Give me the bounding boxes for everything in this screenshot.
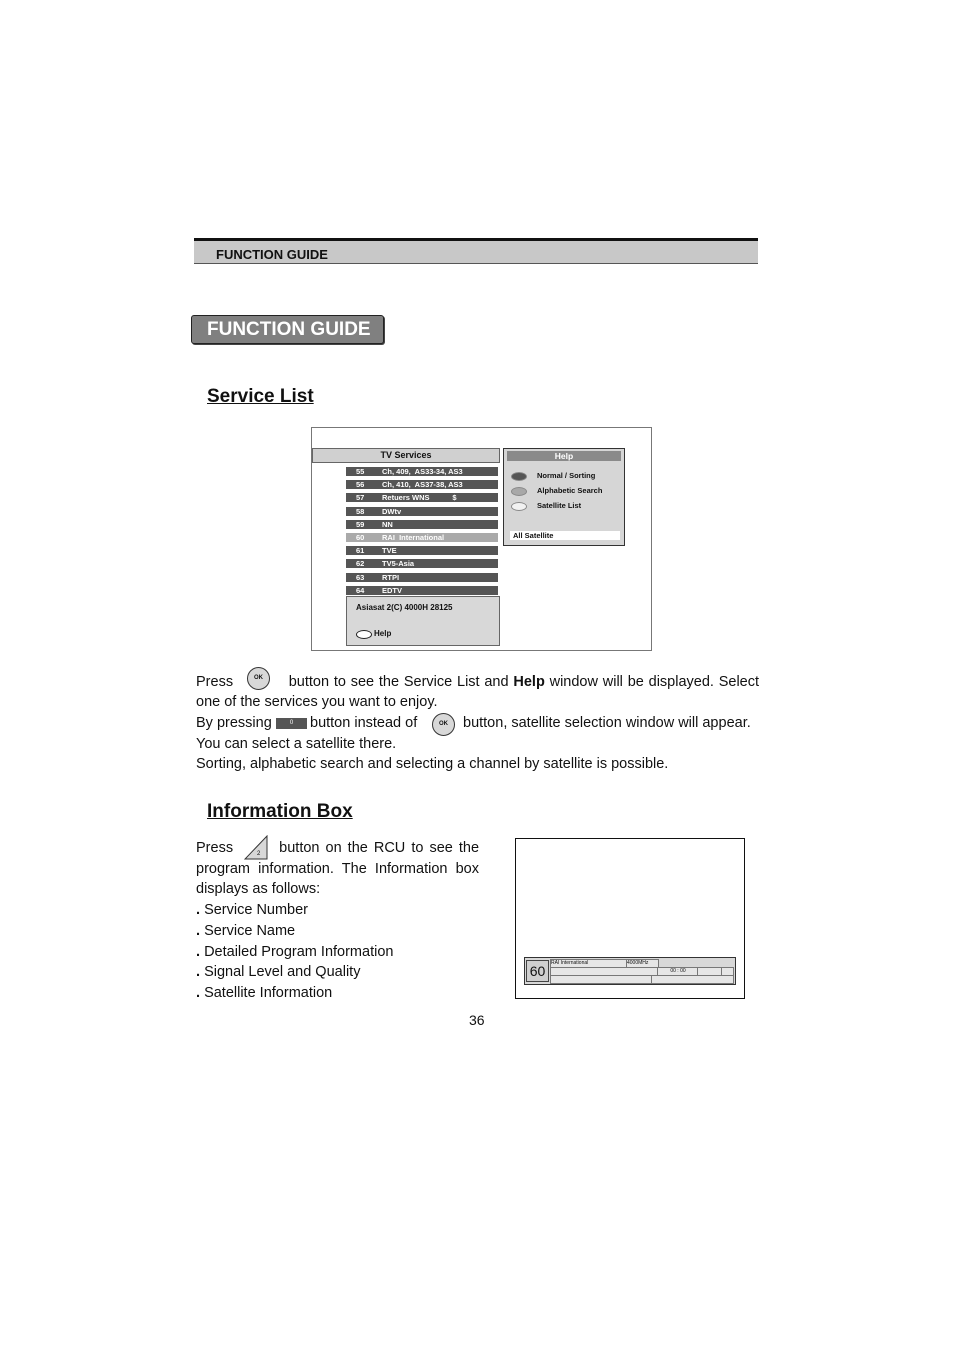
- channel-row[interactable]: [346, 493, 498, 502]
- text-rcu: button on the RCU to see the: [279, 840, 480, 856]
- help-color-oval-icon: [511, 472, 527, 481]
- bullet-text: Signal Level and Quality: [204, 964, 361, 981]
- channel-name: TVE: [382, 546, 397, 556]
- help-color-oval-icon: [511, 502, 527, 511]
- header-title: FUNCTION GUIDE: [216, 247, 328, 262]
- bullet-item: [196, 942, 393, 963]
- all-satellite-label: All Satellite: [510, 531, 620, 540]
- channel-name: Ch, 410, AS37-38, AS3: [382, 480, 463, 490]
- channel-row[interactable]: [346, 520, 498, 529]
- text-help-bold: Help: [513, 674, 545, 690]
- help-item-label: Normal / Sorting: [537, 471, 596, 480]
- ok-button-icon-2: OK: [432, 713, 455, 736]
- channel-name: RAI International: [382, 533, 445, 542]
- channel-number: 55: [356, 467, 365, 476]
- para1-line1: [196, 672, 759, 693]
- bullet-text: Detailed Program Information: [204, 943, 394, 960]
- detail-cell: [651, 975, 734, 984]
- text-rest-b: window will be displayed. Select: [549, 674, 760, 690]
- text-satellite-window: button, satellite selection window will appear.: [463, 715, 751, 731]
- time-display: 00 : 00: [657, 967, 699, 976]
- channel-row[interactable]: [346, 586, 498, 595]
- text-rest-a: button to see the Service List and: [288, 674, 509, 690]
- satellite-cell: [550, 975, 653, 984]
- channel-number: 56: [356, 480, 365, 490]
- channel-number: 61: [356, 546, 365, 556]
- zero-button-icon: 0: [276, 718, 307, 729]
- satellite-info: Asiasat 2(C) 4000H 28125: [356, 603, 453, 612]
- channel-number: 62: [356, 559, 365, 569]
- bullet-item: [196, 900, 308, 921]
- service-name: RAI International: [550, 959, 628, 968]
- tv-services-header: TV Services: [312, 448, 500, 463]
- bullet-dot: .: [196, 985, 205, 1002]
- bullet-item: [196, 921, 295, 942]
- satellite-info-panel: [346, 596, 500, 646]
- help-window-title: Help: [507, 451, 621, 461]
- channel-number: 60: [356, 533, 365, 542]
- bullet-dot: .: [196, 964, 205, 981]
- help-oval-icon: [356, 630, 372, 639]
- service-list-heading: Service List: [207, 386, 314, 407]
- channel-name: Retuers WNS $: [382, 493, 457, 503]
- channel-number: 58: [356, 506, 365, 516]
- bullet-text: Satellite Information: [204, 985, 333, 1002]
- channel-name: EDTV: [382, 585, 403, 595]
- channel-row[interactable]: [346, 573, 498, 582]
- channel-row[interactable]: [346, 467, 498, 476]
- info-button-label: 2: [257, 851, 261, 857]
- help-item-label: Alphabetic Search: [537, 486, 603, 495]
- bullet-text: Service Number: [204, 902, 309, 918]
- text-press-2: Press: [196, 840, 234, 856]
- para2-line2: You can select a satellite there.: [196, 736, 397, 752]
- channel-row[interactable]: [346, 533, 498, 542]
- service-list-screen: [311, 427, 652, 651]
- bullet-dot: .: [196, 943, 205, 960]
- channel-name: NN: [382, 519, 393, 529]
- para1-line2: one of the services you want to enjoy.: [196, 694, 438, 710]
- help-color-oval-icon: [511, 487, 527, 496]
- bullet-text: Service Name: [204, 922, 296, 939]
- bullet-dot: .: [196, 902, 205, 918]
- channel-name: RTPI: [382, 572, 400, 582]
- ib-line1: [196, 838, 479, 859]
- text-by-pressing: By pressing: [196, 715, 272, 731]
- info-button-icon: [244, 835, 268, 860]
- help-label: Help: [374, 629, 392, 638]
- channel-row[interactable]: [346, 546, 498, 555]
- ok-button-icon: OK: [247, 667, 270, 690]
- channel-row[interactable]: [346, 507, 498, 516]
- text-instead-of: button instead of: [310, 715, 418, 731]
- service-freq: 4000MHz: [626, 959, 659, 968]
- channel-number: 63: [356, 572, 365, 582]
- channel-row[interactable]: [346, 559, 498, 568]
- help-item-label: Satellite List: [537, 501, 582, 510]
- channel-number: 64: [356, 585, 365, 595]
- page-title-badge: FUNCTION GUIDE: [191, 315, 384, 344]
- info-bar: [524, 957, 736, 985]
- bullet-item: [196, 983, 332, 1004]
- channel-number: 59: [356, 519, 365, 529]
- channel-name: Ch, 409, AS33-34, AS3: [382, 467, 463, 476]
- bullet-dot: .: [196, 922, 205, 939]
- channel-name: DWtv: [382, 506, 402, 516]
- bullet-item: [196, 962, 360, 983]
- ib-line3: displays as follows:: [196, 881, 321, 897]
- page-number: 36: [469, 1012, 485, 1028]
- ib-line2: program information. The Information box: [196, 861, 479, 877]
- information-box-heading: Information Box: [207, 801, 353, 822]
- service-number: 60: [526, 960, 549, 982]
- channel-number: 57: [356, 493, 365, 503]
- para3: Sorting, alphabetic search and selecting a channel by satellite is possible.: [196, 756, 669, 772]
- channel-row[interactable]: [346, 480, 498, 489]
- channel-name: TV5-Asia: [382, 559, 415, 569]
- help-window: [503, 448, 625, 546]
- text-press: Press: [196, 674, 234, 690]
- information-box-screen: [515, 838, 745, 999]
